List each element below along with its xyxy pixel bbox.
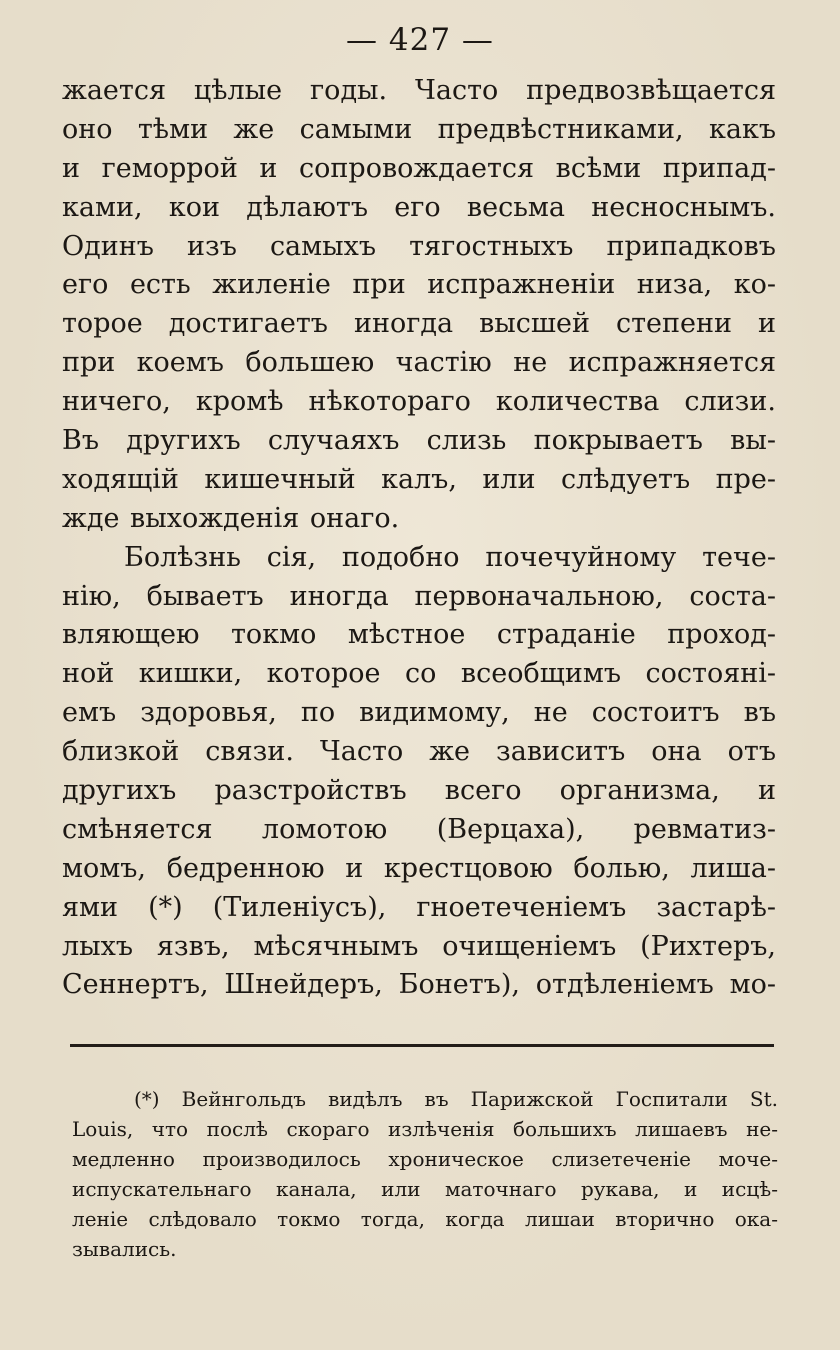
footnote-line: испускательнаго канала, или маточнаго рукава, и исцѣ-	[72, 1177, 778, 1201]
text-line: жается цѣлые годы. Часто предвозвѣщается	[62, 75, 776, 106]
text-line: и геморрой и сопровождается всѣми припад-	[62, 152, 776, 184]
text-line: емъ здоровья, по видимому, не состоитъ въ	[62, 697, 776, 729]
text-line: другихъ разстройствъ всего организма, и	[62, 775, 776, 807]
footnote-line: медленно производилось хроническое слизетеченіе моче-	[72, 1147, 778, 1171]
text-line: его есть жиленіе при испражненіи низа, ко-	[62, 269, 776, 301]
footnote-line: зывались.	[72, 1237, 177, 1261]
text-line: при коемъ большею частію не испражняется	[62, 347, 776, 379]
text-line: ной кишки, которое со всеобщимъ состояні-	[62, 658, 776, 690]
text-line: Въ другихъ случаяхъ слизь покрываетъ вы-	[62, 425, 776, 457]
text-line: Одинъ изъ самыхъ тягостныхъ припадковъ	[62, 230, 776, 262]
text-line: ями (*) (Тиленіусъ), гноетеченіемъ застарѣ-	[62, 891, 776, 923]
footnote-divider	[70, 1044, 774, 1047]
text-line: ничего, кромѣ нѣкотораго количества слизи.	[62, 386, 776, 418]
text-line: торое достигаетъ иногда высшей степени и	[62, 308, 776, 340]
text-line: вляющею токмо мѣстное страданіе проход-	[62, 619, 776, 651]
text-line: лыхъ язвъ, мѣсячнымъ очищеніемъ (Рихтеръ,	[62, 930, 776, 962]
text-line: Болѣзнь сія, подобно почечуйному тече-	[124, 541, 776, 573]
page-number: — 427 —	[346, 22, 494, 58]
text-line: смѣняется ломотою (Верцаха), ревматиз-	[62, 813, 776, 845]
text-line: оно тѣми же самыми предвѣстниками, какъ	[62, 113, 776, 145]
footnote-line: леніе слѣдовало токмо тогда, когда лишаи вторично ока-	[72, 1207, 778, 1231]
footnote-block	[72, 1084, 778, 1264]
text-line: ходящій кишечный калъ, или слѣдуетъ пре-	[62, 463, 776, 495]
text-line: момъ, бедренною и крестцовою болью, лиша-	[62, 852, 776, 884]
text-line: Сеннертъ, Шнейдеръ, Бонетъ), отдѣленіемъ мо-	[62, 969, 776, 1001]
main-text-block	[62, 72, 776, 1005]
text-line: нію, бываетъ иногда первоначальною, соста-	[62, 580, 776, 612]
text-line: жде выхожденія онаго.	[62, 502, 400, 534]
text-line: ками, кои дѣлаютъ его весьма несноснымъ.	[62, 191, 776, 223]
footnote-line: Louis, что послѣ скораго излѣченія большихъ лишаевъ не-	[72, 1117, 778, 1141]
footnote-line: (*) Вейнгольдъ видѣлъ въ Парижской Госпитали St.	[134, 1087, 778, 1111]
text-line: близкой связи. Часто же зависитъ она отъ	[62, 736, 776, 768]
